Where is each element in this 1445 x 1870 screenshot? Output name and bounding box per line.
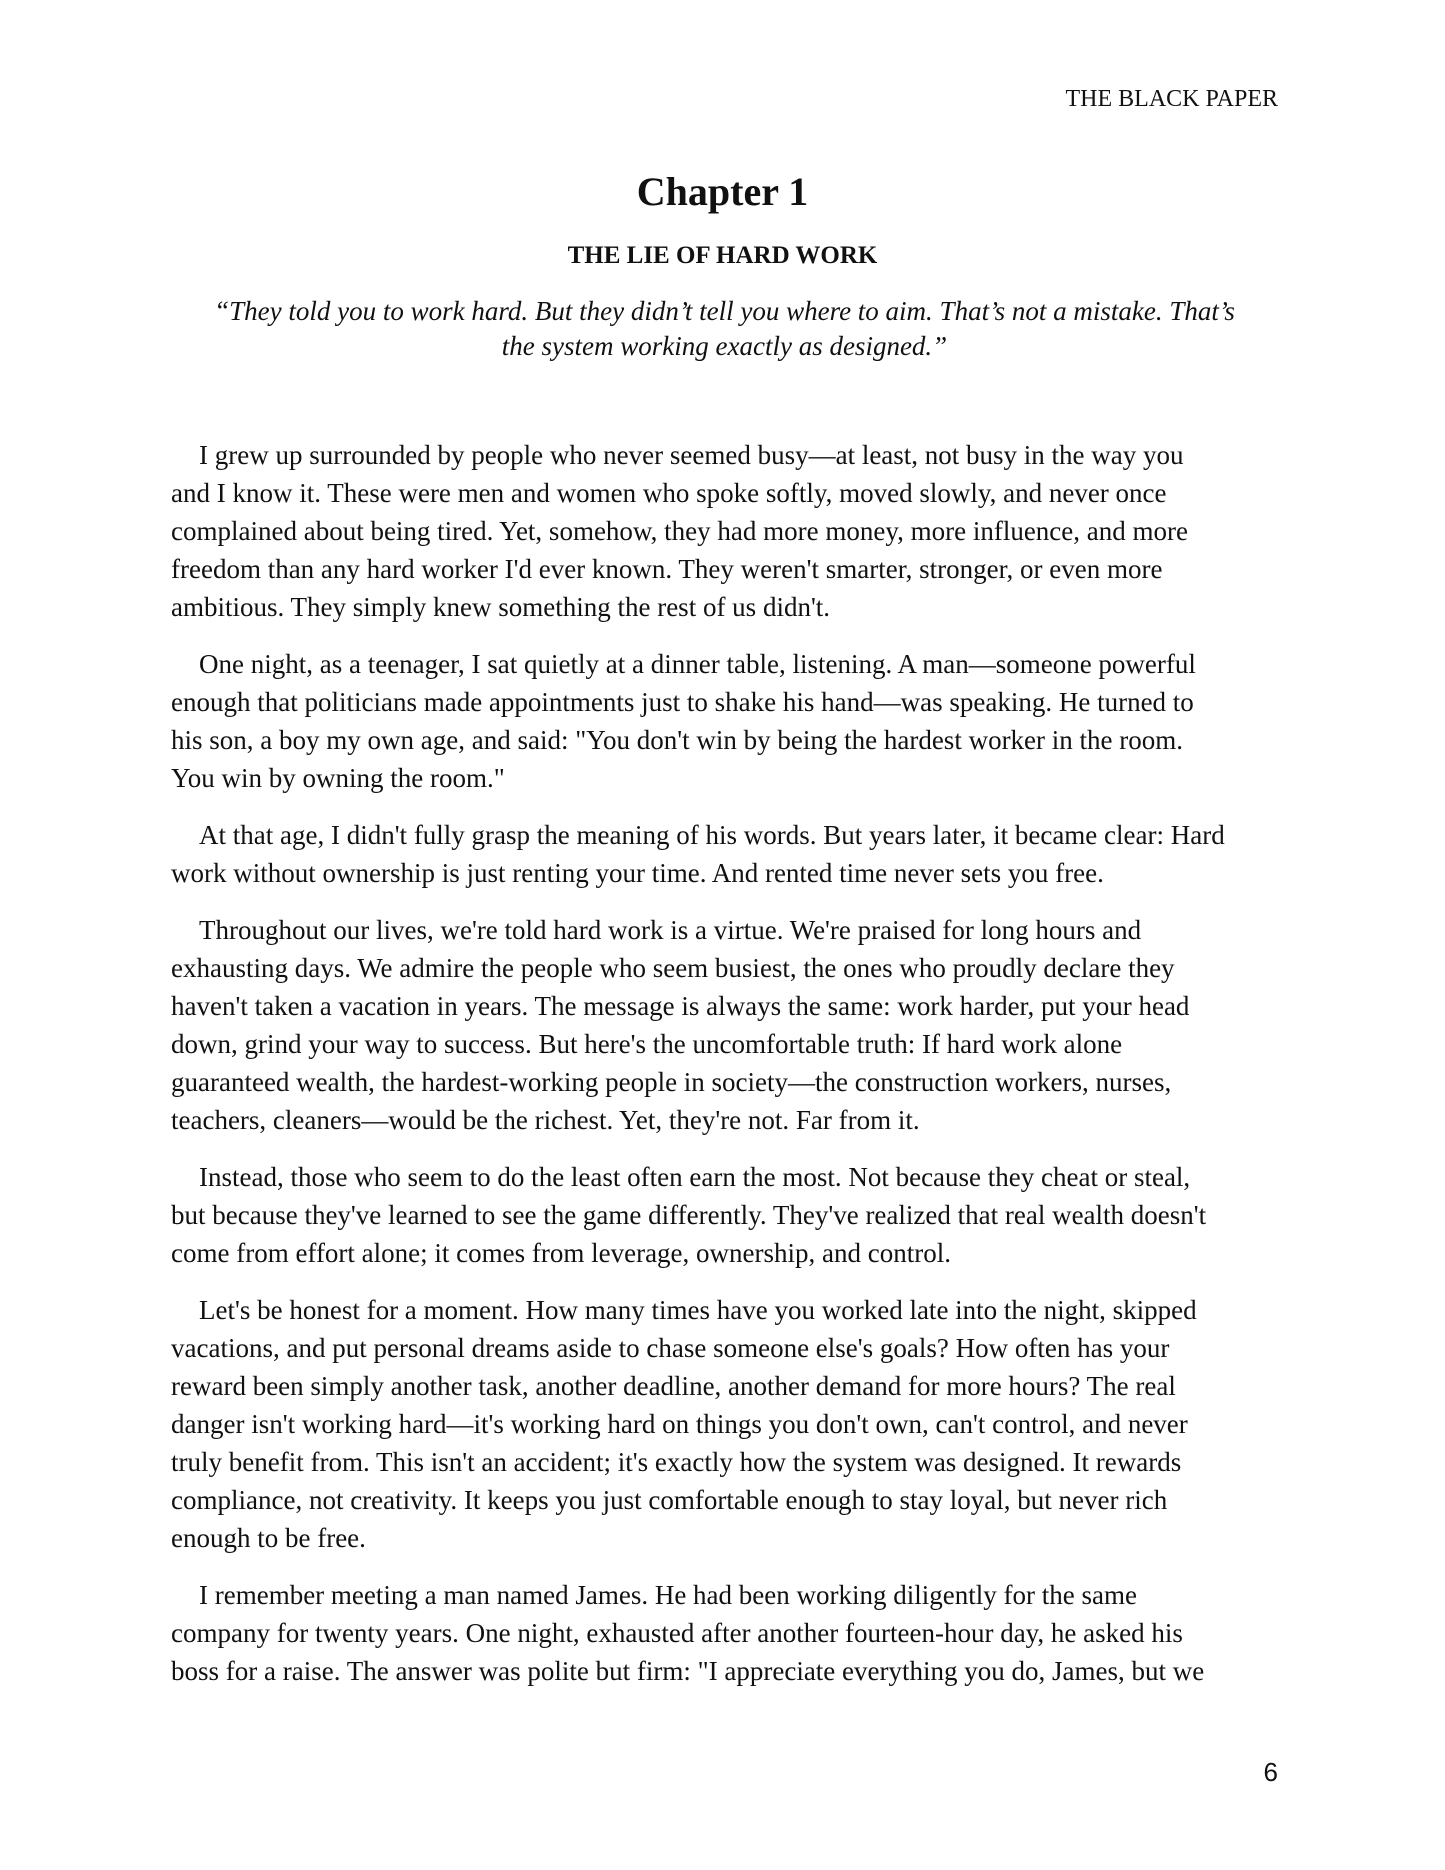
paragraph [171,1291,1291,1557]
paragraph-line: ambitious. They simply knew something the rest of us didn't. [171,592,831,622]
paragraph-line: guaranteed wealth, the hardest-working people in society—the construction workers, nurses, [171,1067,1172,1097]
chapter-title: Chapter 1 [636,169,809,214]
paragraph-line: danger isn't working hard—it's working hard on things you don't own, can't control, and never [171,1409,1188,1439]
paragraph-line: exhausting days. We admire the people who seem busiest, the ones who proudly declare they [171,953,1175,983]
paragraph-line: company for twenty years. One night, exhausted after another fourteen-hour day, he asked his [171,1618,1183,1648]
paragraph-line: and I know it. These were men and women who spoke softly, moved slowly, and never once [171,478,1167,508]
paragraph-line: boss for a raise. The answer was polite but firm: "I appreciate everything you do, James, but we [171,1656,1205,1686]
paragraph [171,645,1291,797]
paragraph-line: Throughout our lives, we're told hard work is a virtue. We're praised for long hours and [199,915,1142,945]
paragraph-line: One night, as a teenager, I sat quietly at a dinner table, listening. A man—someone powerful [199,649,1196,679]
paragraph-line: his son, a boy my own age, and said: "You don't win by being the hardest worker in the room. [171,725,1184,755]
body-text [171,436,1291,1709]
paragraph-line: Let's be honest for a moment. How many times have you worked late into the night, skipped [199,1295,1197,1325]
paragraph-line: I remember meeting a man named James. He had been working diligently for the same [199,1580,1137,1610]
paragraph-line: You win by owning the room." [171,763,505,793]
epigraph-line: the system working exactly as designed.” [501,331,948,361]
paragraph-line: I grew up surrounded by people who never seemed busy—at least, not busy in the way you [199,440,1184,470]
chapter-subtitle: THE LIE OF HARD WORK [567,242,878,269]
paragraph-line: reward been simply another task, another deadline, another demand for more hours? The real [171,1371,1176,1401]
paragraph [171,1576,1291,1690]
paragraph-line: teachers, cleaners—would be the richest. Yet, they're not. Far from it. [171,1105,920,1135]
paragraph-line: vacations, and put personal dreams aside to chase someone else's goals? How often has your [171,1333,1170,1363]
paragraph-line: freedom than any hard worker I'd ever known. They weren't smarter, stronger, or even more [171,554,1163,584]
paragraph-line: Instead, those who seem to do the least often earn the most. Not because they cheat or steal, [199,1162,1191,1192]
paragraph-line: truly benefit from. This isn't an accident; it's exactly how the system was designed. It rewards [171,1447,1182,1477]
page-number: 6 [1263,1757,1278,1787]
paragraph [171,436,1291,626]
paragraph [171,1158,1291,1272]
paragraph-line: haven't taken a vacation in years. The message is always the same: work harder, put your head [171,991,1190,1021]
paragraph-line: come from effort alone; it comes from leverage, ownership, and control. [171,1238,951,1268]
paragraph [171,911,1291,1139]
paragraph-line: compliance, not creativity. It keeps you just comfortable enough to stay loyal, but never rich [171,1485,1168,1515]
paragraph-line: At that age, I didn't fully grasp the meaning of his words. But years later, it became clear: Hard [199,820,1225,850]
running-header: THE BLACK PAPER [1065,86,1278,112]
paragraph-line: but because they've learned to see the game differently. They've realized that real wealth doesn't [171,1200,1207,1230]
paragraph-line: complained about being tired. Yet, somehow, they had more money, more influence, and more [171,516,1188,546]
paragraph-line: work without ownership is just renting your time. And rented time never sets you free. [171,858,1104,888]
paragraph-line: down, grind your way to success. But here's the uncomfortable truth: If hard work alone [171,1029,1123,1059]
epigraph [171,294,1278,364]
paragraph-line: enough to be free. [171,1523,366,1553]
epigraph-line: “They told you to work hard. But they didn’t tell you where to aim. That’s not a mistake. That’s [214,296,1235,326]
paragraph-line: enough that politicians made appointments just to shake his hand—was speaking. He turned to [171,687,1194,717]
paragraph [171,816,1291,892]
